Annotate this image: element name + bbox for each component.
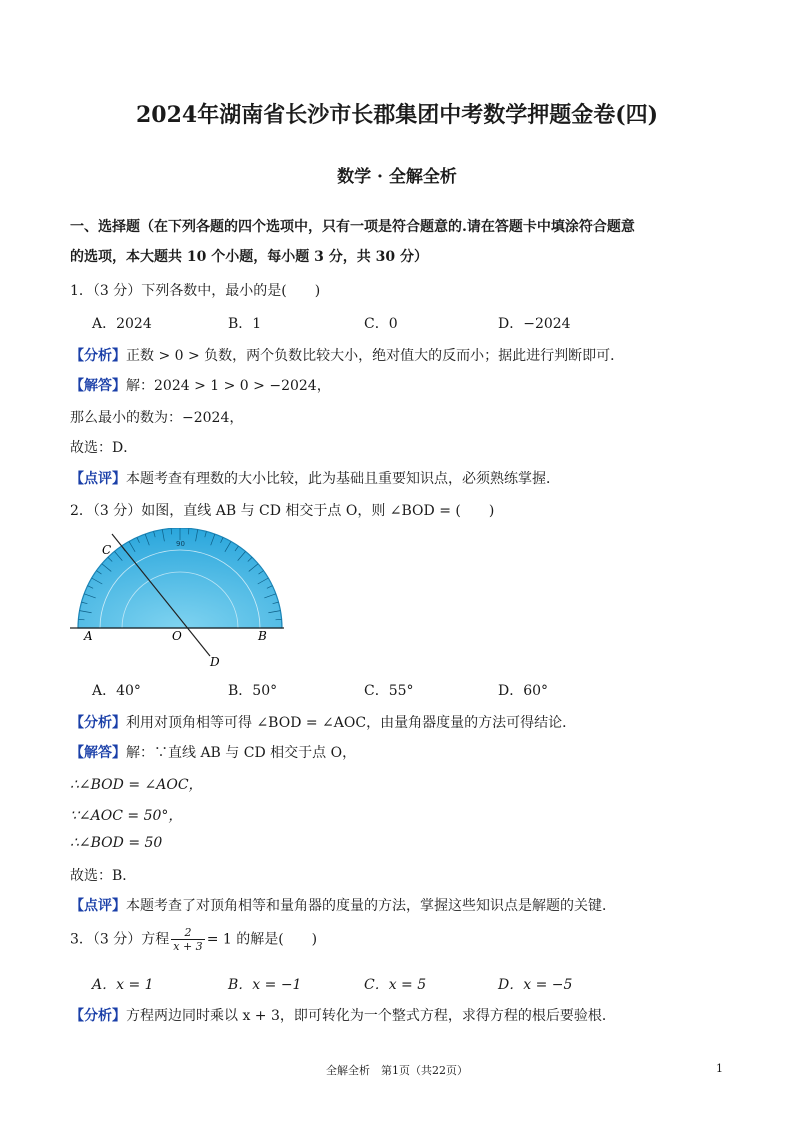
- footer-page-number: 1: [716, 1062, 723, 1075]
- q1-stem: 1．（3 分）下列各数中，最小的是( ): [70, 283, 321, 299]
- q1-analysis-tag: 【分析】: [70, 348, 126, 364]
- q2-option-a: A．40°: [92, 683, 141, 699]
- q2-analysis-text: 利用对顶角相等可得 ∠BOD = ∠AOC，由量角器度量的方法可得结论．: [126, 715, 577, 731]
- q2-option-c: C．55°: [364, 683, 414, 699]
- protractor-figure: [70, 528, 290, 670]
- section-heading-line2: 的选项，本大题共 10 个小题，每小题 3 分，共 30 分）: [70, 249, 428, 265]
- q2-comment-tag: 【点评】: [70, 898, 126, 914]
- q3-fraction: [171, 926, 204, 953]
- q2-answer-tag: 【解答】: [70, 745, 126, 761]
- q1-answer: [70, 375, 331, 395]
- q2-step2: ∵∠AOC = 50°，: [70, 808, 183, 824]
- q3-fraction-denominator: x + 3: [173, 940, 203, 953]
- protractor-mark-90: 90: [176, 540, 185, 548]
- q2-choice: 故选：B．: [70, 868, 137, 884]
- label-b: B: [258, 629, 267, 643]
- q3-option-a: A．x = 1: [92, 977, 154, 993]
- q1-comment: [70, 468, 560, 488]
- q1-option-d: D．−2024: [498, 316, 571, 332]
- label-o: O: [172, 629, 182, 643]
- q1-option-c: C．0: [364, 316, 398, 332]
- q3-option-c: C．x = 5: [364, 977, 427, 993]
- q2-option-b: B．50°: [228, 683, 278, 699]
- q2-stem: 2．（3 分）如图，直线 AB 与 CD 相交于点 O，则 ∠BOD = ( ): [70, 503, 495, 519]
- q1-option-b: B．1: [228, 316, 262, 332]
- q3-option-b: B．x = −1: [228, 977, 302, 993]
- label-d: D: [210, 655, 220, 669]
- q3-fraction-numerator: 2: [171, 926, 204, 940]
- q1-analysis-text: 正数 > 0 > 负数，两个负数比较大小，绝对值大的反而小；据此进行判断即可．: [126, 348, 625, 364]
- q1-analysis: [70, 345, 624, 365]
- q2-step3: ∴∠BOD = 50: [70, 835, 163, 851]
- q3-analysis-tag: 【分析】: [70, 1008, 126, 1024]
- q1-comment-text: 本题考查有理数的大小比较，此为基础且重要知识点，必须熟练掌握．: [126, 471, 560, 487]
- label-c: C: [102, 543, 112, 557]
- q1-answer-text: 解：2024 > 1 > 0 > −2024，: [126, 378, 331, 394]
- q3-stem: [70, 926, 317, 953]
- q3-analysis-text: 方程两边同时乘以 x + 3，即可转化为一个整式方程，求得方程的根后要验根．: [126, 1008, 616, 1024]
- q2-analysis-tag: 【分析】: [70, 715, 126, 731]
- q1-choice: 故选：D．: [70, 440, 138, 456]
- q2-comment-text: 本题考查了对顶角相等和量角器的度量的方法，掌握这些知识点是解题的关键．: [126, 898, 616, 914]
- section-heading-line1: 一、选择题（在下列各题的四个选项中，只有一项是符合题意的.请在答题卡中填涂符合题意: [70, 219, 635, 235]
- q2-analysis: [70, 712, 576, 732]
- q1-answer-tag: 【解答】: [70, 378, 126, 394]
- q3-stem-pre: 3．（3 分）方程: [70, 931, 170, 948]
- q1-option-a: A．2024: [92, 316, 152, 332]
- q1-answer-line2: 那么最小的数为：−2024，: [70, 410, 244, 426]
- q2-option-d: D．60°: [498, 683, 549, 699]
- label-a: A: [84, 629, 93, 643]
- q3-stem-post: = 1 的解是( ): [206, 931, 318, 948]
- page-title: 2024年湖南省长沙市长郡集团中考数学押题金卷(四): [135, 102, 659, 128]
- q2-step1: ∴∠BOD = ∠AOC，: [70, 777, 203, 793]
- q3-analysis: [70, 1005, 616, 1025]
- q3-option-d: D．x = −5: [498, 977, 573, 993]
- footer-page-info: 全解全析 第1页（共22页）: [326, 1064, 468, 1077]
- q1-comment-tag: 【点评】: [70, 471, 126, 487]
- page-subtitle: 数学 · 全解全析: [337, 167, 457, 187]
- q2-answer: [70, 742, 356, 762]
- q2-comment: [70, 895, 616, 915]
- q2-answer-text: 解：∵直线 AB 与 CD 相交于点 O，: [126, 745, 357, 761]
